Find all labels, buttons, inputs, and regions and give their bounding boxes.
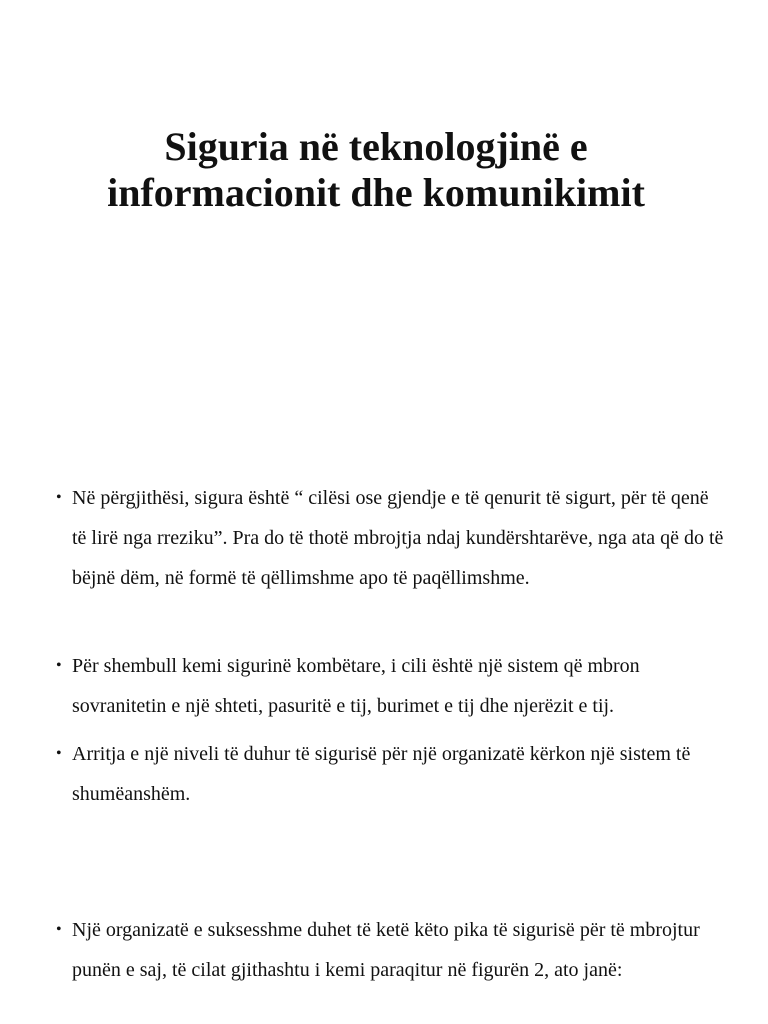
bullet-item — [56, 734, 726, 814]
bullet-item — [56, 478, 726, 598]
bullet-item — [56, 646, 726, 726]
bullet-icon: • — [56, 921, 62, 938]
page-title — [0, 124, 752, 216]
title-line-2: informacionit dhe komunikimit — [107, 170, 645, 215]
bullet-text: Për shembull kemi sigurinë kombëtare, i cili është një sistem që mbron sovranitetin e një shteti, pasuritë e tij, burimet e tij dhe njerëzit e tij. — [72, 655, 640, 717]
bullet-item — [56, 910, 726, 990]
title-line-1: Siguria në teknologjinë e — [164, 124, 588, 169]
bullet-icon: • — [56, 489, 62, 506]
bullet-icon: • — [56, 657, 62, 674]
bullet-icon: • — [56, 745, 62, 762]
bullet-text: Në përgjithësi, sigura është “ cilësi ose gjendje e të qenurit të sigurt, për të qenë të lirë nga rreziku”. Pra do të thotë mbrojtja ndaj kundërshtarëve, nga ata që do të bëjnë dëm, në formë të qëllimshme apo të paqëllimshme. — [72, 487, 724, 589]
bullet-text: Arritja e një niveli të duhur të sigurisë për një organizatë kërkon një sistem të shumëanshëm. — [72, 743, 691, 805]
bullet-text: Një organizatë e suksesshme duhet të ketë këto pika të sigurisë për të mbrojtur punën e saj, të cilat gjithashtu i kemi paraqitur në figurën 2, ato janë: — [72, 919, 700, 981]
